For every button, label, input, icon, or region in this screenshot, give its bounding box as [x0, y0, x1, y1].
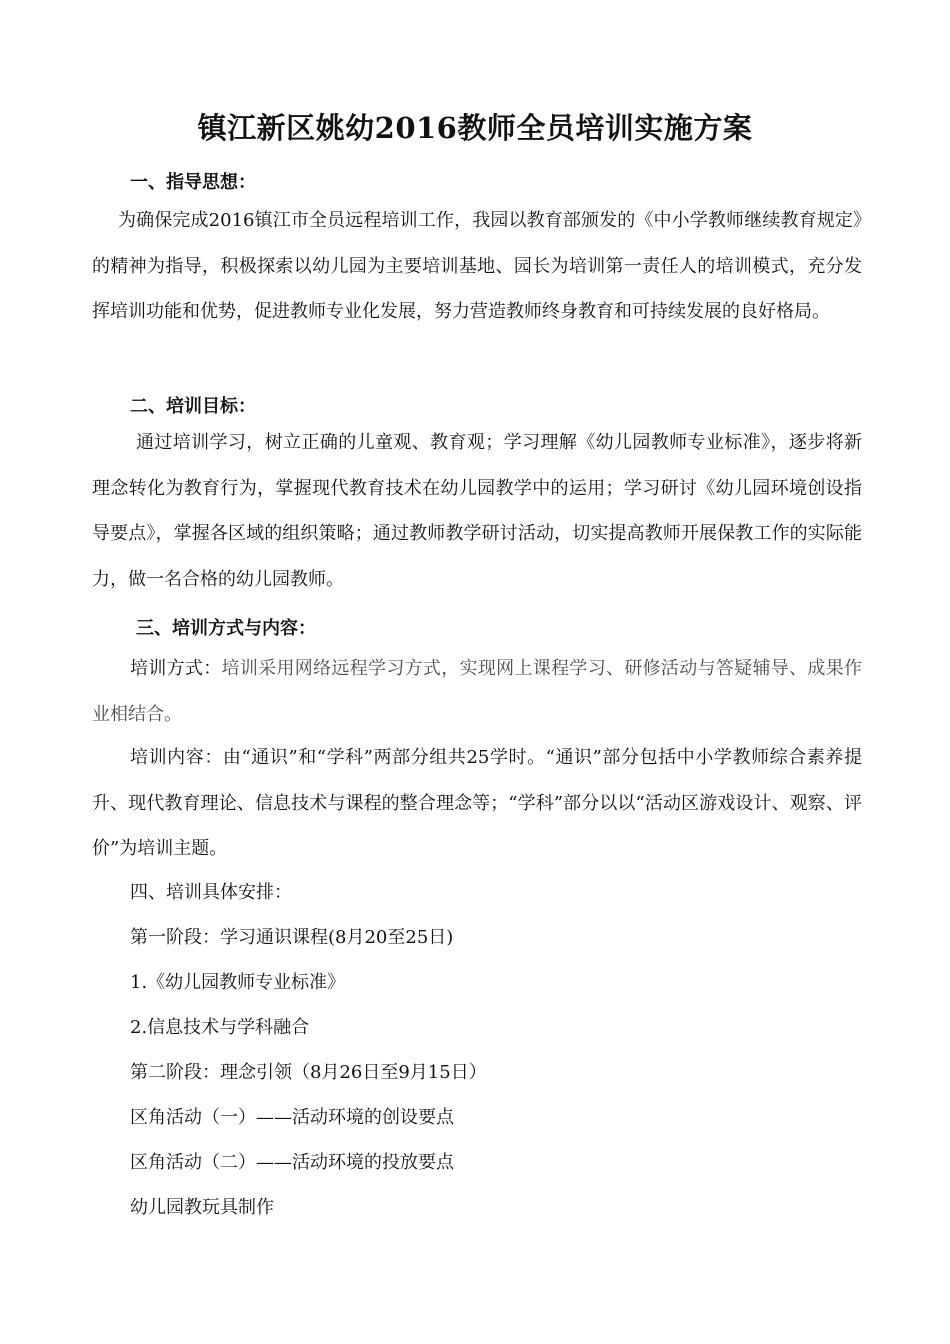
training-method-paragraph: [92, 646, 862, 737]
section-heading-schedule: 四、培训具体安排：: [130, 882, 292, 903]
schedule-item: 1.《幼儿园教师专业标准》: [130, 972, 346, 993]
document-title: 镇江新区姚幼2016教师全员培训实施方案: [197, 111, 753, 145]
schedule-item: 第二阶段：理念引领（8月26日至9月15日）: [130, 1062, 487, 1083]
section-heading-training-methods: 三、培训方式与内容：: [136, 618, 316, 639]
schedule-item: 2.信息技术与学科融合: [130, 1017, 310, 1038]
section-heading-guiding-ideology: 一、指导思想：: [130, 172, 256, 193]
schedule-item: 区角活动（二）——活动环境的投放要点: [130, 1152, 454, 1173]
training-content-paragraph: 培训内容：由“通识”和“学科”两部分组共25学时。“通识”部分包括中小学教师综合素养提升、现代教育理论、信息技术与课程的整合理念等；“学科”部分以以“活动区游戏设计、观察、评价”为培训主题。: [92, 747, 862, 860]
section-heading-training-goals: 二、培训目标：: [130, 396, 256, 417]
training-method-text: 培训采用网络远程学习方式，实现网上课程学习、研修活动与答疑辅导、成果作业相结合。: [92, 658, 863, 725]
training-method-label: 培训方式：: [130, 658, 222, 679]
schedule-item: 幼儿园教玩具制作: [130, 1197, 274, 1218]
section-body-guiding-ideology: 为确保完成2016镇江市全员远程培训工作，我园以教育部颁发的《中小学教师继续教育规定》的精神为指导，积极探索以幼儿园为主要培训基地、园长为培训第一责任人的培训模式，充分发挥培训功能和优势，促进教师专业化发展，努力营造教师终身教育和可持续发展的良好格局。: [92, 210, 862, 323]
schedule-item: 第一阶段：学习通识课程(8月20至25日): [130, 927, 454, 948]
schedule-item: 区角活动（一）——活动环境的创设要点: [130, 1107, 454, 1128]
section-body-training-goals: 通过培训学习，树立正确的儿童观、教育观；学习理解《幼儿园教师专业标准》，逐步将新理念转化为教育行为，掌握现代教育技术在幼儿园教学中的运用；学习研讨《幼儿园环境创设指导要点》，掌握各区域的组织策略；通过教师教学研讨活动，切实提高教师开展保教工作的实际能力，做一名合格的幼儿园教师。: [92, 432, 862, 590]
